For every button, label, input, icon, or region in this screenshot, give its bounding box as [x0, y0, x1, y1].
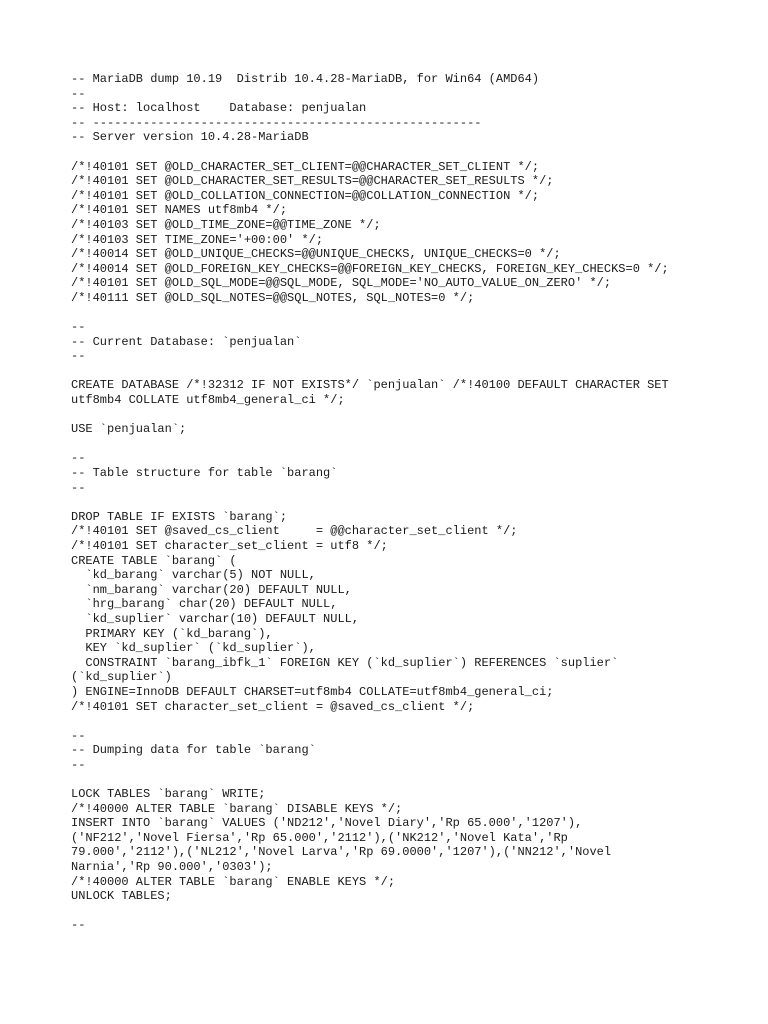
blank-line [71, 714, 751, 729]
code-line: KEY `kd_suplier` (`kd_suplier`), [71, 641, 316, 656]
code-line: /*!40101 SET @OLD_CHARACTER_SET_RESULTS=@@CHARACTER_SET_RESULTS */; [71, 174, 554, 189]
code-line: /*!40101 SET @OLD_SQL_MODE=@@SQL_MODE, SQL_MODE='NO_AUTO_VALUE_ON_ZERO' */; [71, 276, 612, 291]
code-line: `hrg_barang` char(20) DEFAULT NULL, [71, 597, 338, 612]
code-line: 79.000','2112'),('NL212','Novel Larva','Rp 69.0000','1207'),('NN212','Novel [71, 845, 612, 860]
blank-line [71, 773, 751, 788]
code-line: -- [71, 728, 86, 743]
code-line: CREATE TABLE `barang` ( [71, 553, 237, 568]
code-line: UNLOCK TABLES; [71, 889, 172, 904]
blank-line [71, 145, 751, 160]
code-line: DROP TABLE IF EXISTS `barang`; [71, 509, 288, 524]
code-line: Narnia','Rp 90.000','0303'); [71, 860, 273, 875]
code-line: -- Host: localhost Database: penjualan [71, 101, 367, 116]
code-line: `kd_suplier` varchar(10) DEFAULT NULL, [71, 611, 360, 626]
code-line: /*!40000 ALTER TABLE `barang` DISABLE KEYS */; [71, 801, 403, 816]
blank-line [71, 904, 751, 919]
code-line: -- [71, 320, 86, 335]
code-line: USE `penjualan`; [71, 422, 187, 437]
code-line: PRIMARY KEY (`kd_barang`), [71, 626, 273, 641]
code-line: -- [71, 757, 86, 772]
code-line: /*!40101 SET character_set_client = utf8 */; [71, 539, 388, 553]
code-line: CREATE DATABASE /*!32312 IF NOT EXISTS*/ `penjualan` /*!40100 DEFAULT CHARACTER SET [71, 378, 669, 393]
code-line: /*!40101 SET character_set_client = @saved_cs_client */; [71, 699, 475, 714]
code-line: LOCK TABLES `barang` WRITE; [71, 787, 266, 802]
code-line: CONSTRAINT `barang_ibfk_1` FOREIGN KEY (`kd_suplier`) REFERENCES `suplier` [71, 655, 619, 670]
code-line: /*!40103 SET @OLD_TIME_ZONE=@@TIME_ZONE */; [71, 217, 381, 232]
code-line: -- Current Database: `penjualan` [71, 334, 302, 349]
code-line: /*!40101 SET @OLD_CHARACTER_SET_CLIENT=@@CHARACTER_SET_CLIENT */; [71, 159, 540, 174]
code-line: /*!40103 SET TIME_ZONE='+00:00' */; [71, 232, 324, 247]
code-line: `kd_barang` varchar(5) NOT NULL, [71, 568, 316, 583]
code-line: /*!40000 ALTER TABLE `barang` ENABLE KEYS */; [71, 874, 396, 889]
code-line: /*!40101 SET NAMES utf8mb4 */; [71, 203, 288, 218]
sql-dump-document [71, 72, 751, 933]
blank-line [71, 306, 751, 321]
code-line: INSERT INTO `barang` VALUES ('ND212','Novel Diary','Rp 65.000','1207'), [71, 816, 583, 831]
code-line: -- [71, 918, 86, 933]
blank-line [71, 437, 751, 452]
blank-line [71, 495, 751, 510]
code-line: (`kd_suplier`) [71, 670, 172, 685]
code-line: /*!40014 SET @OLD_UNIQUE_CHECKS=@@UNIQUE_CHECKS, UNIQUE_CHECKS=0 */; [71, 247, 561, 262]
code-line: -- Server version 10.4.28-MariaDB [71, 130, 309, 145]
code-line: -- MariaDB dump 10.19 Distrib 10.4.28-MariaDB, for Win64 (AMD64) [71, 72, 540, 86]
code-line: `nm_barang` varchar(20) DEFAULT NULL, [71, 582, 352, 597]
code-line: ) ENGINE=InnoDB DEFAULT CHARSET=utf8mb4 COLLATE=utf8mb4_general_ci; [71, 684, 554, 699]
blank-line [71, 408, 751, 423]
code-line: /*!40101 SET @OLD_COLLATION_CONNECTION=@@COLLATION_CONNECTION */; [71, 188, 540, 203]
code-line: /*!40101 SET @saved_cs_client = @@character_set_client */; [71, 524, 518, 539]
code-line: /*!40111 SET @OLD_SQL_NOTES=@@SQL_NOTES, SQL_NOTES=0 */; [71, 290, 475, 305]
code-line: ('NF212','Novel Fiersa','Rp 65.000','2112'),('NK212','Novel Kata','Rp [71, 830, 568, 845]
code-line: -- [71, 349, 86, 364]
code-line: utf8mb4 COLLATE utf8mb4_general_ci */; [71, 393, 345, 408]
code-line: -- [71, 86, 86, 101]
code-line: -- Table structure for table `barang` [71, 466, 338, 481]
code-line: -- Dumping data for table `barang` [71, 743, 316, 758]
code-line: -- ------------------------------------------------------ [71, 115, 482, 130]
blank-line [71, 364, 751, 379]
code-line: -- [71, 480, 86, 495]
code-line: -- [71, 451, 86, 466]
code-line: /*!40014 SET @OLD_FOREIGN_KEY_CHECKS=@@FOREIGN_KEY_CHECKS, FOREIGN_KEY_CHECKS=0 */; [71, 261, 669, 276]
